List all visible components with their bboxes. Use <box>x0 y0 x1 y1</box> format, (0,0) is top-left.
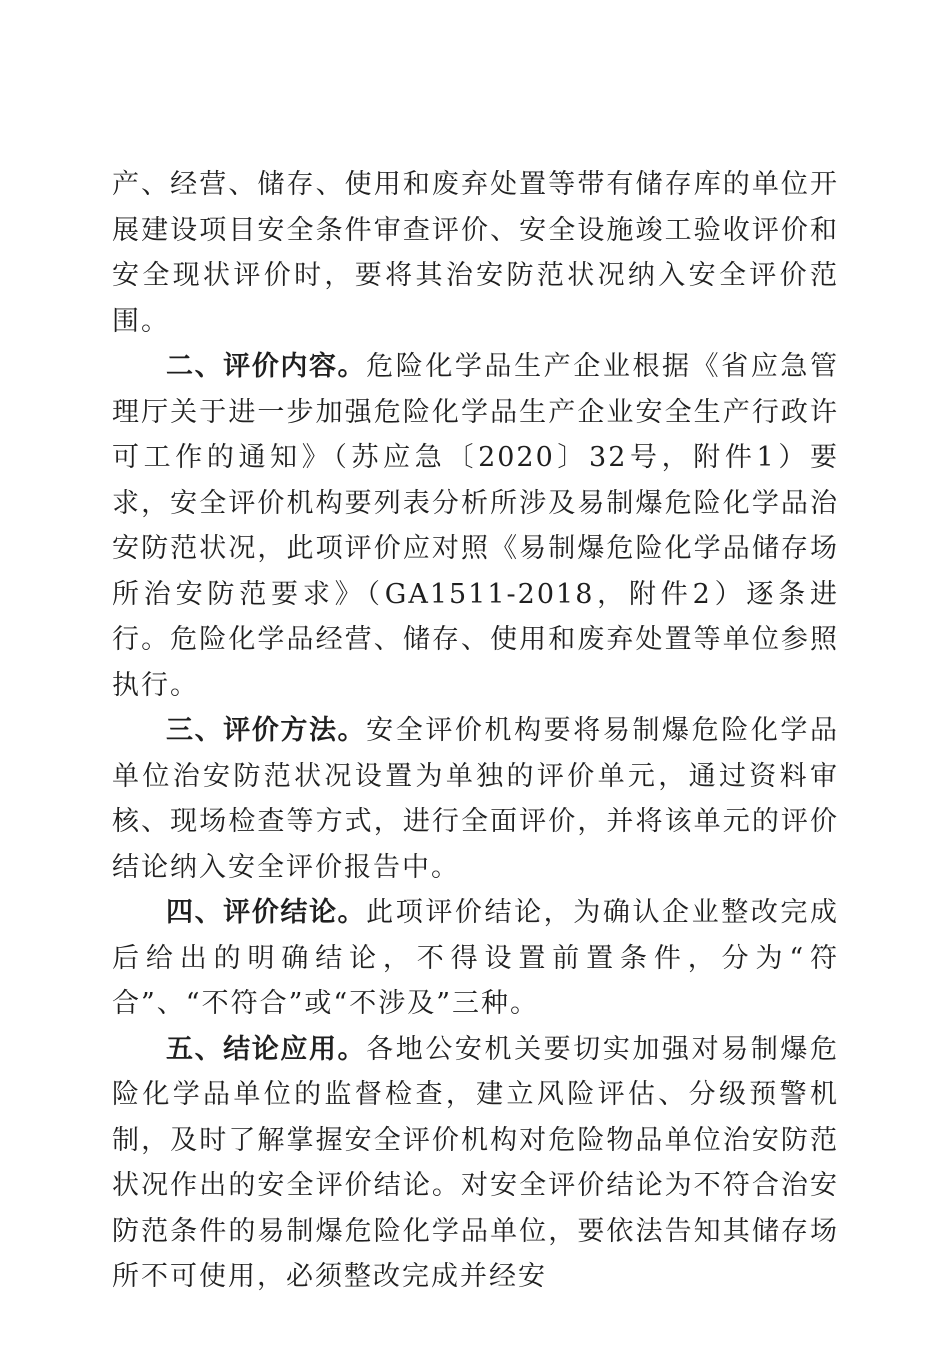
section-heading: 五、结论应用。 <box>166 1033 367 1065</box>
paragraph-text: 产、经营、储存、使用和废弃处置等带有储存库的单位开展建设项目安全条件审查评价、安全设施竣工验收评价和安全现状评价时，要将其治安防范状况纳入安全评价范围。 <box>112 169 839 337</box>
paragraph-text: 危险化学品生产企业根据《省应急管理厅关于进一步加强危险化学品生产企业安全生产行政许可工作的通知》（苏应急〔2020〕32号，附件1）要求，安全评价机构要列表分析所涉及易制爆危险化学品治安防范状况，此项评价应对照《易制爆危险化学品储存场所治安防范要求》（GA1511-2018，附件2）逐条进行。危险化学品经营、储存、使用和废弃处置等单位参照执行。 <box>112 351 840 701</box>
paragraph-evaluation-conclusion <box>112 890 839 1027</box>
paragraph-conclusion-application <box>112 1027 839 1300</box>
paragraph-text: 各地公安机关要切实加强对易制爆危险化学品单位的监督检查，建立风险评估、分级预警机制，及时了解掌握安全评价机构对危险物品单位治安防范状况作出的安全评价结论。对安全评价结论为不符合治安防范条件的易制爆危险化学品单位，要依法告知其储存场所不可使用，必须整改完成并经安 <box>112 1033 840 1292</box>
section-heading: 四、评价结论。 <box>166 897 367 928</box>
paragraph-evaluation-method <box>112 708 839 890</box>
paragraph-continuation <box>112 162 839 344</box>
section-heading: 三、评价方法。 <box>166 715 367 746</box>
paragraph-text: 安全评价机构要将易制爆危险化学品单位治安防范状况设置为单独的评价单元，通过资料审核、现场检查等方式，进行全面评价，并将该单元的评价结论纳入安全评价报告中。 <box>112 715 840 883</box>
document-body <box>112 162 839 1300</box>
section-heading: 二、评价内容。 <box>166 351 367 382</box>
paragraph-text: 此项评价结论，为确认企业整改完成后给出的明确结论，不得设置前置条件，分为“符合”、“不符合”或“不涉及”三种。 <box>112 897 840 1019</box>
paragraph-evaluation-content <box>112 344 839 708</box>
